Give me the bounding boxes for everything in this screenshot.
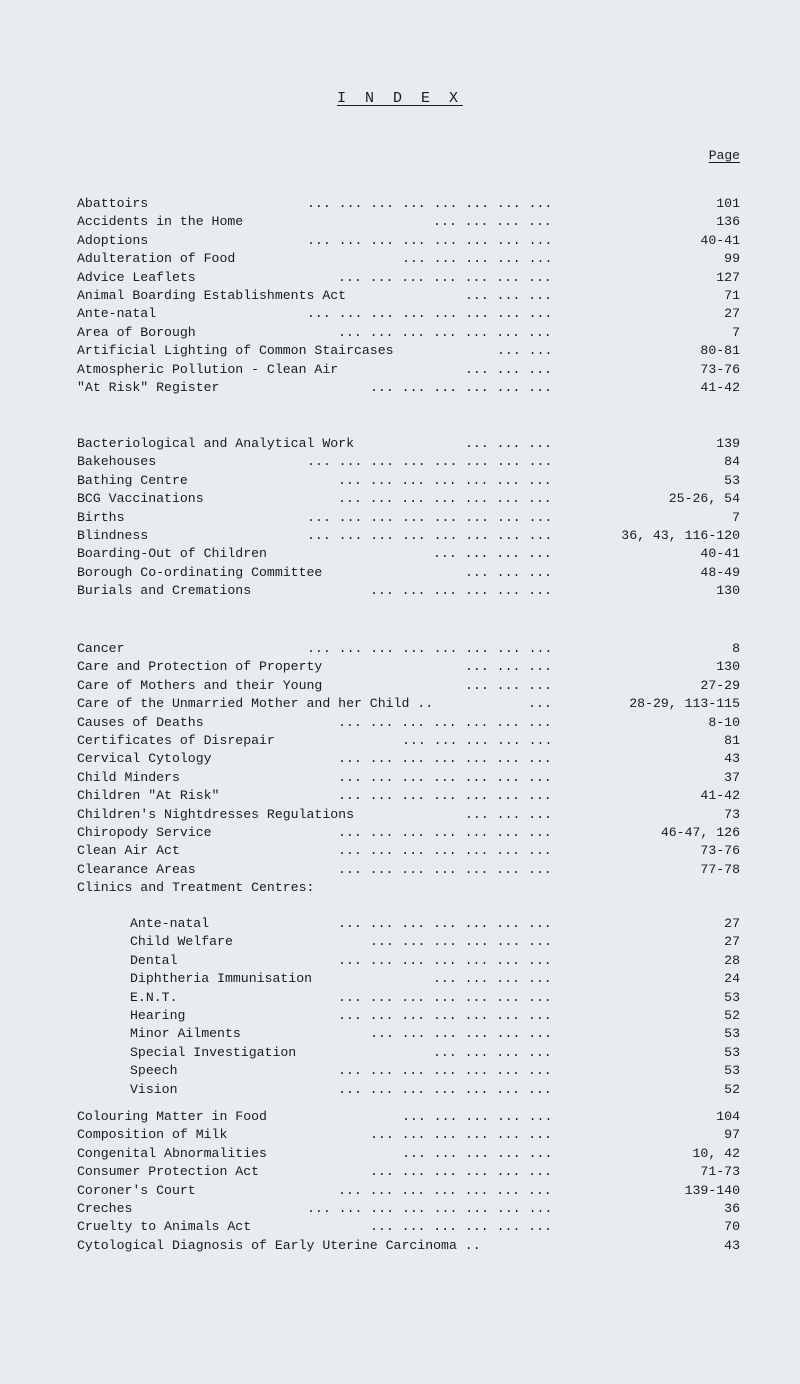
index-entry	[0, 696, 800, 714]
entry-label: Cytological Diagnosis of Early Uterine Carcinoma ..	[77, 1237, 481, 1253]
leader-dots: ... ... ... ... ... ...	[370, 1127, 553, 1143]
entry-label: Diphtheria Immunisation	[130, 971, 313, 987]
leader-dots: ... ... ... ... ... ... ...	[338, 843, 552, 859]
index-entry	[0, 678, 800, 696]
entry-label: Causes of Deaths	[77, 714, 204, 730]
entry-page-number: 40-41	[700, 546, 740, 562]
entry-page-number: 73	[724, 806, 740, 822]
entry-page-number: 84	[724, 454, 740, 470]
leader-dots: ... ... ... ... ... ... ... ...	[307, 509, 553, 525]
leader-dots: ... ... ... ... ... ...	[370, 934, 553, 950]
index-subentry	[0, 1082, 800, 1100]
index-entry	[0, 473, 800, 491]
index-group-heading	[0, 880, 800, 898]
entry-page-number: 43	[724, 751, 740, 767]
index-entry	[0, 641, 800, 659]
entry-page-number: 36, 43, 116-120	[621, 527, 740, 543]
entry-label: Minor Ailments	[130, 1026, 241, 1042]
entry-page-number: 52	[724, 1081, 740, 1097]
index-entry	[0, 546, 800, 564]
leader-dots: ... ... ... ... ... ... ... ...	[307, 641, 553, 656]
index-subentry	[0, 953, 800, 971]
index-entry	[0, 491, 800, 509]
index-entry	[0, 751, 800, 769]
index-subentry	[0, 1063, 800, 1081]
leader-dots: ... ... ... ... ... ... ...	[338, 324, 552, 340]
entry-page-number: 36	[724, 1200, 740, 1216]
entry-label: "At Risk" Register	[77, 379, 220, 395]
index-subentry	[0, 934, 800, 952]
entry-label: Coroner's Court	[77, 1182, 196, 1198]
entry-page-number: 24	[724, 971, 740, 987]
leader-dots: ... ... ... ... ... ... ...	[338, 952, 552, 968]
index-entry	[0, 196, 800, 214]
index-subentry	[0, 971, 800, 989]
leader-dots: ... ... ... ... ... ... ...	[338, 769, 552, 785]
entry-label: Congenital Abnormalities	[77, 1145, 267, 1161]
leader-dots: ... ...	[497, 343, 553, 359]
index-entry	[0, 251, 800, 269]
leader-dots: ... ... ... ... ... ...	[370, 1026, 553, 1042]
entry-label: Clearance Areas	[77, 861, 196, 877]
entry-page-number: 130	[716, 583, 740, 599]
leader-dots: ... ... ... ... ...	[402, 1145, 553, 1161]
index-entry	[0, 770, 800, 788]
index-entry	[0, 862, 800, 880]
leader-dots: ... ... ... ... ... ... ...	[338, 491, 552, 507]
entry-page-number: 71-73	[700, 1164, 740, 1180]
entry-page-number: 53	[724, 989, 740, 1005]
index-entry	[0, 788, 800, 806]
entry-label: Abattoirs	[77, 196, 149, 211]
entry-label: Care and Protection of Property	[77, 659, 323, 675]
section-c	[0, 641, 800, 898]
index-entry	[0, 1219, 800, 1237]
entry-label: Chiropody Service	[77, 824, 212, 840]
entry-label: Cervical Cytology	[77, 751, 212, 767]
leader-dots: ... ... ... ... ... ... ...	[338, 824, 552, 840]
index-entry	[0, 1164, 800, 1182]
index-title: I N D E X	[336, 90, 463, 107]
entry-page-number: 28	[724, 952, 740, 968]
index-entry	[0, 325, 800, 343]
leader-dots: ... ... ... ... ... ... ...	[338, 269, 552, 285]
index-entry	[0, 233, 800, 251]
entry-label: Children's Nightdresses Regulations	[77, 806, 354, 822]
leader-dots: ... ... ... ... ... ... ...	[338, 1063, 552, 1079]
entry-page-number: 101	[716, 196, 740, 211]
entry-label: Burials and Cremations	[77, 583, 252, 599]
page-column-heading: Page	[708, 148, 740, 163]
leader-dots: ... ... ... ... ... ... ...	[338, 751, 552, 767]
leader-dots: ... ... ... ... ... ... ... ...	[307, 1200, 553, 1216]
section-b	[0, 436, 800, 602]
entry-label: Certificates of Disrepair	[77, 732, 275, 748]
entry-label: Cruelty to Animals Act	[77, 1219, 252, 1235]
index-entry	[0, 436, 800, 454]
entry-label: Child Welfare	[130, 934, 233, 950]
entry-label: Bathing Centre	[77, 472, 188, 488]
leader-dots: ... ... ... ... ... ... ...	[338, 1182, 552, 1198]
leader-dots: ... ... ... ... ... ... ...	[338, 714, 552, 730]
entry-label: Accidents in the Home	[77, 214, 244, 230]
index-entry	[0, 583, 800, 601]
leader-dots: ... ... ... ... ... ... ... ...	[307, 306, 553, 322]
entry-page-number: 81	[724, 732, 740, 748]
index-subentry	[0, 1008, 800, 1026]
index-entry	[0, 807, 800, 825]
index-entry	[0, 1146, 800, 1164]
entry-label: Speech	[130, 1063, 178, 1079]
index-entry	[0, 380, 800, 398]
entry-page-number: 73-76	[700, 361, 740, 377]
entry-label: Artificial Lighting of Common Staircases	[77, 343, 394, 359]
entry-page-number: 139-140	[684, 1182, 740, 1198]
entry-page-number: 130	[716, 659, 740, 675]
entry-label: Consumer Protection Act	[77, 1164, 260, 1180]
entry-label: Special Investigation	[130, 1044, 297, 1060]
leader-dots: ... ... ...	[465, 436, 553, 451]
entry-page-number: 25-26, 54	[668, 491, 740, 507]
leader-dots: ... ... ... ... ... ... ... ...	[307, 196, 553, 211]
index-entry	[0, 528, 800, 546]
entry-label: Child Minders	[77, 769, 180, 785]
leader-dots: ... ... ... ... ... ... ...	[338, 916, 552, 931]
entry-page-number: 127	[716, 269, 740, 285]
entry-label: Blindness	[77, 527, 149, 543]
entry-label: Boarding-Out of Children	[77, 546, 267, 562]
leader-dots: ... ... ... ... ...	[402, 732, 553, 748]
leader-dots: ... ... ... ... ... ... ... ...	[307, 454, 553, 470]
leader-dots: ... ... ... ... ... ...	[370, 1164, 553, 1180]
entry-label: Hearing	[130, 1007, 186, 1023]
entry-page-number: 46-47, 126	[660, 824, 740, 840]
leader-dots: ... ... ...	[465, 659, 553, 675]
entry-label: Care of Mothers and their Young	[77, 677, 323, 693]
entry-page-number: 41-42	[700, 788, 740, 804]
index-entry	[0, 1201, 800, 1219]
entry-page-number: 104	[716, 1109, 740, 1124]
entry-page-number: 71	[724, 287, 740, 303]
leader-dots: ... ... ... ...	[433, 214, 552, 230]
entry-label: Bakehouses	[77, 454, 157, 470]
index-entry	[0, 454, 800, 472]
entry-page-number: 37	[724, 769, 740, 785]
entry-page-number: 40-41	[700, 232, 740, 248]
index-entry	[0, 214, 800, 232]
entry-label: Clean Air Act	[77, 843, 180, 859]
entry-label: BCG Vaccinations	[77, 491, 204, 507]
section-a	[0, 196, 800, 398]
section-clinics	[0, 916, 800, 1100]
index-entry	[0, 715, 800, 733]
entry-label: Atmospheric Pollution - Clean Air	[77, 361, 339, 377]
entry-label: Borough Co-ordinating Committee	[77, 564, 323, 580]
leader-dots: ... ... ... ...	[433, 546, 552, 562]
entry-page-number: 27	[724, 916, 740, 931]
index-subentry	[0, 1045, 800, 1063]
index-entry	[0, 843, 800, 861]
entry-label: Children "At Risk"	[77, 788, 220, 804]
entry-label: Bacteriological and Analytical Work	[77, 436, 354, 451]
entry-label: Dental	[130, 952, 178, 968]
leader-dots: ... ... ... ... ... ... ...	[338, 1081, 552, 1097]
leader-dots: ... ... ... ... ... ... ... ...	[307, 527, 553, 543]
index-entry	[0, 1127, 800, 1145]
entry-page-number: 136	[716, 214, 740, 230]
entry-page-number: 28-29, 113-115	[629, 696, 740, 712]
leader-dots: ... ... ... ... ... ... ...	[338, 788, 552, 804]
leader-dots: ... ... ... ...	[433, 971, 552, 987]
entry-page-number: 77-78	[700, 861, 740, 877]
entry-page-number: 7	[732, 324, 740, 340]
index-entry	[0, 1109, 800, 1127]
index-entry	[0, 733, 800, 751]
entry-page-number: 27	[724, 934, 740, 950]
index-entry	[0, 659, 800, 677]
index-subentry	[0, 990, 800, 1008]
entry-page-number: 70	[724, 1219, 740, 1235]
entry-label: Creches	[77, 1200, 133, 1216]
entry-page-number: 80-81	[700, 343, 740, 359]
entry-page-number: 8	[732, 641, 740, 656]
leader-dots: ... ... ...	[465, 677, 553, 693]
entry-page-number: 41-42	[700, 379, 740, 395]
entry-page-number: 53	[724, 1044, 740, 1060]
entry-label: Animal Boarding Establishments Act	[77, 287, 347, 303]
index-entry	[0, 306, 800, 324]
leader-dots: ... ... ...	[465, 287, 553, 303]
entry-label: Care of the Unmarried Mother and her Child ..	[77, 696, 434, 712]
leader-dots: ... ... ...	[465, 361, 553, 377]
leader-dots: ... ... ...	[465, 806, 553, 822]
index-entry	[0, 1183, 800, 1201]
entry-label: Clinics and Treatment Centres:	[77, 880, 315, 896]
entry-page-number: 73-76	[700, 843, 740, 859]
index-entry	[0, 343, 800, 361]
index-entry	[0, 270, 800, 288]
entry-label: Births	[77, 509, 125, 525]
entry-label: Colouring Matter in Food	[77, 1109, 267, 1124]
entry-label: Adulteration of Food	[77, 251, 236, 267]
index-subentry	[0, 916, 800, 934]
entry-label: Area of Borough	[77, 324, 196, 340]
entry-page-number: 53	[724, 472, 740, 488]
entry-label: Composition of Milk	[77, 1127, 228, 1143]
index-entry	[0, 288, 800, 306]
leader-dots: ... ... ... ... ... ...	[370, 1219, 553, 1235]
index-subentry	[0, 1026, 800, 1044]
entry-label: Vision	[130, 1081, 178, 1097]
leader-dots: ...	[528, 696, 552, 712]
leader-dots: ... ... ... ... ... ...	[370, 583, 553, 599]
entry-page-number: 7	[732, 509, 740, 525]
entry-page-number: 139	[716, 436, 740, 451]
leader-dots: ... ... ... ... ... ... ...	[338, 1007, 552, 1023]
leader-dots: ... ... ... ... ... ... ...	[338, 989, 552, 1005]
leader-dots: ... ... ... ...	[433, 1044, 552, 1060]
entry-page-number: 52	[724, 1007, 740, 1023]
entry-label: Advice Leaflets	[77, 269, 196, 285]
entry-page-number: 27-29	[700, 677, 740, 693]
entry-page-number: 97	[724, 1127, 740, 1143]
entry-label: Adoptions	[77, 232, 149, 248]
leader-dots: ... ... ... ... ... ... ... ...	[307, 232, 553, 248]
leader-dots: ... ... ... ... ... ... ...	[338, 472, 552, 488]
entry-page-number: 27	[724, 306, 740, 322]
index-entry	[0, 510, 800, 528]
entry-page-number: 48-49	[700, 564, 740, 580]
entry-page-number: 53	[724, 1063, 740, 1079]
index-entry	[0, 1238, 800, 1256]
entry-page-number: 8-10	[708, 714, 740, 730]
leader-dots: ... ... ... ... ... ... ...	[338, 861, 552, 877]
leader-dots: ... ... ... ... ...	[402, 251, 553, 267]
leader-dots: ... ... ... ... ...	[402, 1109, 553, 1124]
entry-page-number: 99	[724, 251, 740, 267]
index-entry	[0, 362, 800, 380]
leader-dots: ... ... ... ... ... ...	[370, 379, 553, 395]
entry-label: Ante-natal	[130, 916, 210, 931]
entry-page-number: 10, 42	[692, 1145, 740, 1161]
entry-label: E.N.T.	[130, 989, 178, 1005]
index-entry	[0, 565, 800, 583]
leader-dots: ... ... ...	[465, 564, 553, 580]
entry-page-number: 43	[724, 1237, 740, 1253]
section-c-continued	[0, 1109, 800, 1256]
entry-page-number: 53	[724, 1026, 740, 1042]
entry-label: Cancer	[77, 641, 125, 656]
index-entry	[0, 825, 800, 843]
entry-label: Ante-natal	[77, 306, 157, 322]
